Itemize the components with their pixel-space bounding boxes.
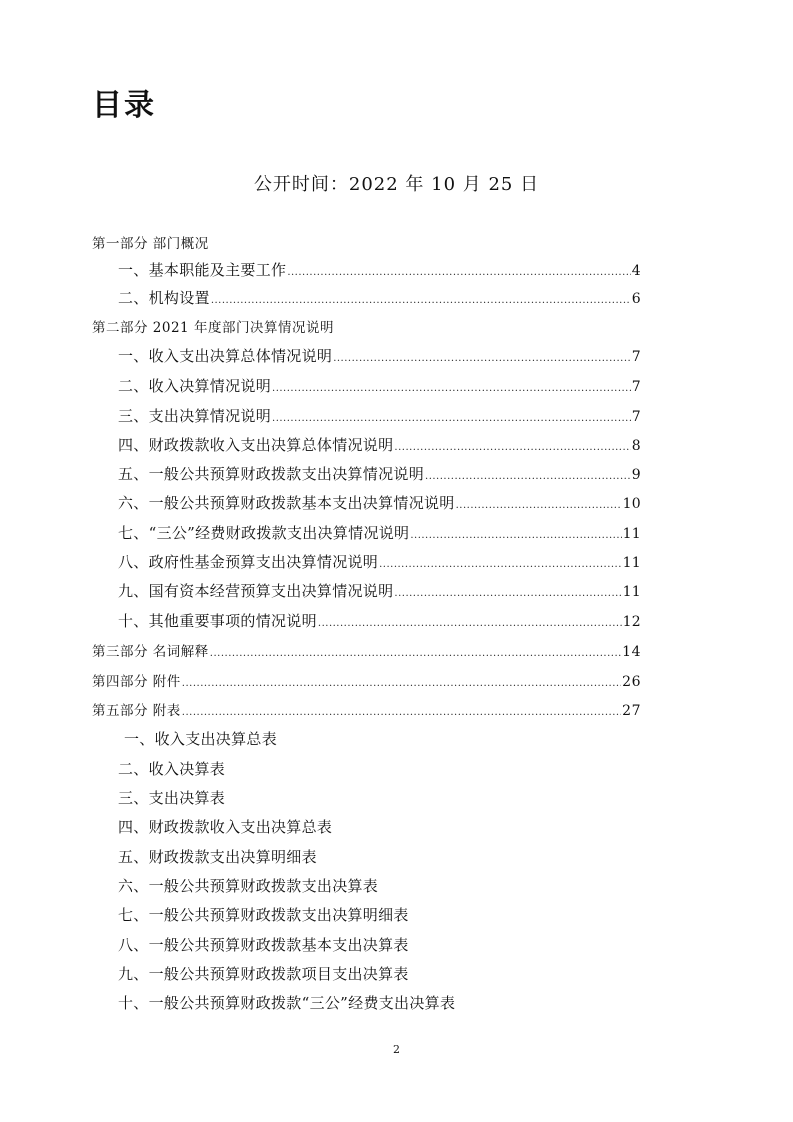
- dot-leader: [456, 500, 622, 511]
- appendix-table-item: 三、支出决算表: [118, 789, 226, 807]
- toc-entry[interactable]: [118, 405, 641, 426]
- toc-entry-page: 26: [622, 674, 641, 690]
- toc-entry-page: 8: [631, 438, 641, 454]
- toc-entry[interactable]: [118, 492, 641, 513]
- toc-entry-label: 第五部分 附表: [92, 703, 181, 719]
- toc-entry-page: 4: [631, 263, 641, 279]
- toc-entry[interactable]: [118, 580, 641, 601]
- dot-leader: [333, 353, 631, 364]
- toc-entry-page: 7: [631, 379, 641, 395]
- toc-entry-page: 11: [622, 526, 641, 542]
- toc-entry-page: 11: [622, 555, 641, 571]
- dot-leader: [272, 383, 631, 394]
- toc-entry-label: 五、一般公共预算财政拨款支出决算情况说明: [118, 465, 425, 483]
- toc-entry-label: 第三部分 名词解释: [92, 644, 209, 660]
- toc-entry-part-5[interactable]: [92, 699, 641, 719]
- toc-entry-page: 14: [622, 644, 641, 660]
- toc-entry-label: 三、支出决算情况说明: [118, 407, 272, 425]
- dot-leader: [394, 588, 621, 599]
- dot-leader: [272, 413, 631, 424]
- appendix-table-item: 二、收入决算表: [118, 760, 226, 778]
- toc-entry-label: 四、财政拨款收入支出决算总体情况说明: [118, 436, 394, 454]
- toc-entry-label: 第一部分 部门概况: [92, 236, 209, 252]
- appendix-table-item: 四、财政拨款收入支出决算总表: [118, 818, 333, 836]
- appendix-table-item: 五、财政拨款支出决算明细表: [118, 848, 317, 866]
- toc-entry-label: 第四部分 附件: [92, 674, 181, 690]
- toc-entry-label: 一、基本职能及主要工作: [118, 261, 287, 279]
- dot-leader: [410, 530, 621, 541]
- toc-entry-label: 七、“三公”经费财政拨款支出决算情况说明: [118, 524, 410, 542]
- toc-entry-page: 9: [631, 467, 641, 483]
- toc-entry-page: 6: [631, 291, 641, 307]
- dot-leader: [394, 442, 630, 453]
- toc-entry-label: 八、政府性基金预算支出决算情况说明: [118, 553, 379, 571]
- appendix-table-item: 八、一般公共预算财政拨款基本支出决算表: [118, 936, 409, 954]
- toc-entry[interactable]: [118, 375, 641, 396]
- toc-entry-label: 二、机构设置: [118, 289, 210, 307]
- appendix-table-item: 六、一般公共预算财政拨款支出决算表: [118, 877, 379, 895]
- toc-entry[interactable]: [118, 259, 641, 280]
- dot-leader: [318, 618, 622, 629]
- toc-entry[interactable]: [118, 522, 641, 543]
- toc-entry-label: 十、其他重要事项的情况说明: [118, 612, 317, 630]
- appendix-table-item: 十、一般公共预算财政拨款“三公”经费支出决算表: [118, 994, 456, 1012]
- appendix-table-item: 一、收入支出决算总表: [124, 730, 278, 748]
- dot-leader: [182, 678, 621, 689]
- toc-entry-label: 第二部分 2021 年度部门决算情况说明: [92, 320, 334, 336]
- toc-entry-page: 10: [622, 496, 641, 512]
- toc-entry-label: 九、国有资本经营预算支出决算情况说明: [118, 582, 394, 600]
- toc-entry-part-2[interactable]: [92, 316, 641, 336]
- dot-leader: [287, 267, 630, 278]
- toc-entry[interactable]: [118, 434, 641, 455]
- toc-entry-page: 12: [622, 614, 641, 630]
- toc-entry-part-4[interactable]: [92, 670, 641, 690]
- appendix-table-item: 九、一般公共预算财政拨款项目支出决算表: [118, 965, 409, 983]
- dot-leader: [211, 295, 631, 306]
- toc-entry[interactable]: [118, 345, 641, 366]
- toc-entry-page: 7: [631, 409, 641, 425]
- dot-leader: [379, 559, 621, 570]
- toc-entry-label: 二、收入决算情况说明: [118, 377, 272, 395]
- toc-entry-part-1[interactable]: [92, 232, 641, 252]
- toc-entry[interactable]: [118, 463, 641, 484]
- toc-entry-part-3[interactable]: [92, 640, 641, 660]
- toc-entry[interactable]: [118, 610, 641, 631]
- dot-leader: [210, 648, 621, 659]
- toc-entry-page: 27: [622, 703, 641, 719]
- page-title: 目录: [92, 88, 156, 123]
- dot-leader: [182, 707, 621, 718]
- toc-entry[interactable]: [118, 287, 641, 308]
- page-number: 2: [393, 1043, 400, 1056]
- appendix-table-item: 七、一般公共预算财政拨款支出决算明细表: [118, 906, 409, 924]
- toc-entry-label: 六、一般公共预算财政拨款基本支出决算情况说明: [118, 494, 455, 512]
- toc-entry-label: 一、收入支出决算总体情况说明: [118, 347, 333, 365]
- toc-entry[interactable]: [118, 551, 641, 572]
- publish-date: 公开时间：2022 年 10 月 25 日: [253, 174, 540, 195]
- toc-entry-page: 11: [622, 584, 641, 600]
- toc-entry-page: 7: [631, 349, 641, 365]
- dot-leader: [425, 471, 631, 482]
